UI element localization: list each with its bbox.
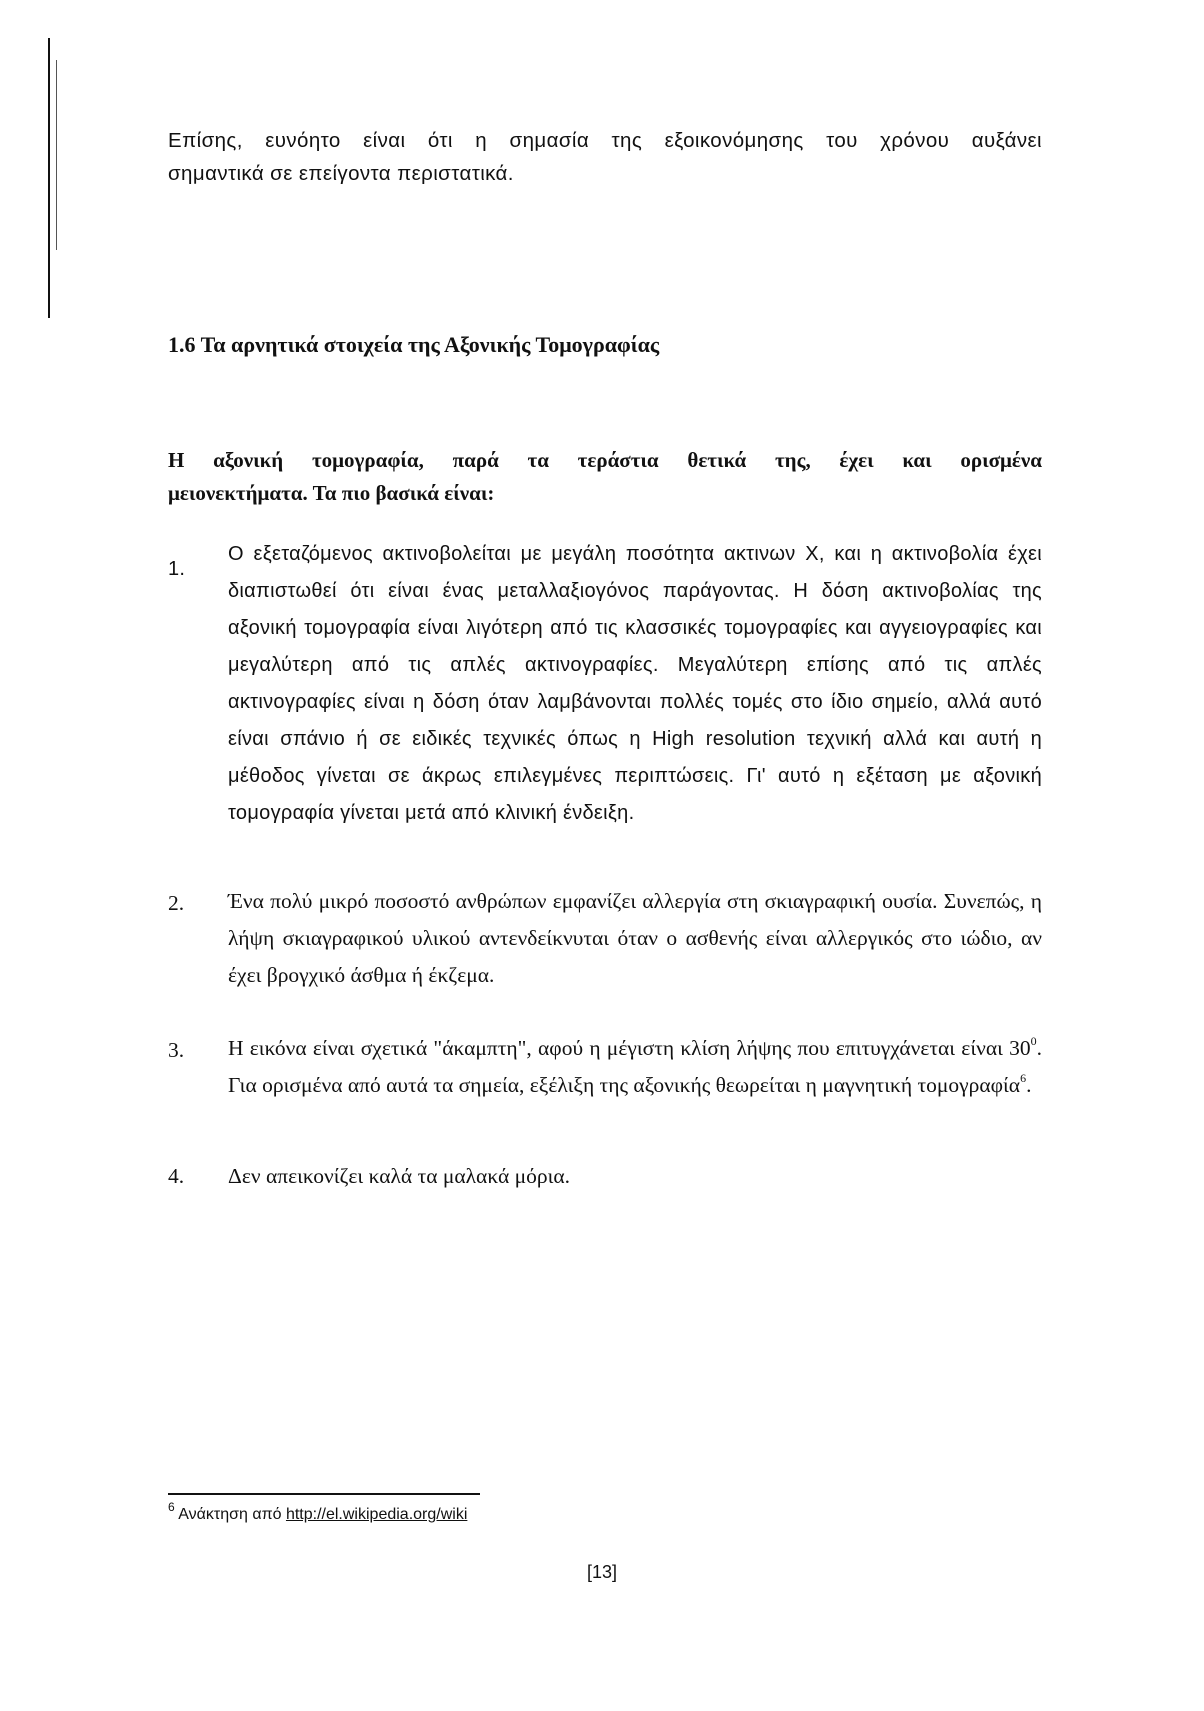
- summary-line: μειονεκτήματα. Τα πιο βασικά είναι:: [168, 481, 495, 505]
- summary-paragraph: [168, 430, 1042, 524]
- list-item-number: 2.: [168, 891, 185, 915]
- list-item: [168, 1017, 1042, 1104]
- list-item-number: 1.: [168, 558, 186, 580]
- list-item: [168, 870, 1042, 994]
- list-item-text: Ένα πολύ μικρό ποσοστό ανθρώπων εμφανίζει αλλεργία στη σκιαγραφική ουσία. Συνεπώς, η λήψη σκιαγραφικού υλικού αντενδείκνυται όταν ο ασθενής είναι αλλεργικός στο ιώδιο, αν έχει βρογχικό άσθμα ή έκζεμα.: [228, 889, 1042, 987]
- list-item-punctuation: .: [1026, 1073, 1032, 1097]
- intro-line: σημαντικά σε επείγοντα περιστατικά.: [168, 162, 514, 185]
- page-number: [13]: [586, 1562, 618, 1582]
- list-item: [168, 1143, 1042, 1209]
- list-item-number: 3.: [168, 1038, 185, 1062]
- list-item-text: Δεν απεικονίζει καλά τα μαλακά μόρια.: [228, 1164, 571, 1188]
- scan-edge-line: [48, 38, 50, 318]
- footnote-text: Ανάκτηση από: [174, 1506, 286, 1523]
- footnote-mark: 6: [168, 1499, 175, 1514]
- list-item-sentence: Ο εξεταζόμενος ακτινοβολείται με μεγάλη ποσότητα ακτινων Χ, και η ακτινοβολία έχει διαπιστωθεί ότι είναι ένας μεταλλαξιογόνος παράγοντας.: [228, 543, 1042, 602]
- list-item-text: [228, 1017, 1042, 1104]
- footnote-ref: 6: [1020, 1070, 1027, 1085]
- section-heading: 1.6 Τα αρνητικά στοιχεία της Αξονικής Τομογραφίας: [168, 332, 660, 357]
- footnote: [168, 1499, 468, 1524]
- list-item-sentence: . Για ορισμένα από αυτά τα σημεία, εξέλιξη της αξονικής θεωρείται η μαγνητική τομογραφία: [228, 1036, 1042, 1097]
- list-item-sentence: Η εικόνα είναι σχετικά "άκαμπτη", αφού η μέγιστη κλίση λήψης που επιτυγχάνεται είναι 30: [228, 1036, 1031, 1060]
- list-item-number: 4.: [168, 1164, 185, 1188]
- footnote-rule: [168, 1493, 480, 1495]
- intro-paragraph: [168, 124, 1042, 190]
- intro-line: Επίσης, ευνόητο είναι ότι η σημασία της εξοικονόμησης του χρόνου αυξάνει: [168, 129, 1042, 152]
- degree-superscript: 0: [1030, 1033, 1037, 1048]
- scan-edge-line: [56, 60, 57, 250]
- list-item-text: [228, 536, 1042, 832]
- list-item-sentence: Η δόση ακτινοβολίας της αξονική τομογραφία είναι λιγότερη από τις κλασσικές τομογραφίες και αγγειογραφίες και μεγαλύτερη από τις απλές ακτινογραφίες. Μεγαλύτερη επίσης από τις απλές ακτινογραφίες είναι η δόση όταν λαμβάνονται πολλές τομές στο ίδιο σημείο, αλλά αυτό είναι σπάνιο ή σε ειδικές τεχνικές όπως η High resolution τεχνική αλλά και αυτή η μέθοδος γίνεται σε άκρως επιλεγμένες περιπτώσεις. Γι' αυτό η εξέταση με αξονική τομογραφία γίνεται μετά από κλινική ένδειξη.: [228, 580, 1043, 824]
- list-item: [168, 536, 1043, 832]
- footnote-link[interactable]: http://el.wikipedia.org/wiki: [285, 1506, 468, 1523]
- summary-line: Η αξονική τομογραφία, παρά τα τεράστια θετικά της, έχει και ορισμένα: [168, 448, 1042, 472]
